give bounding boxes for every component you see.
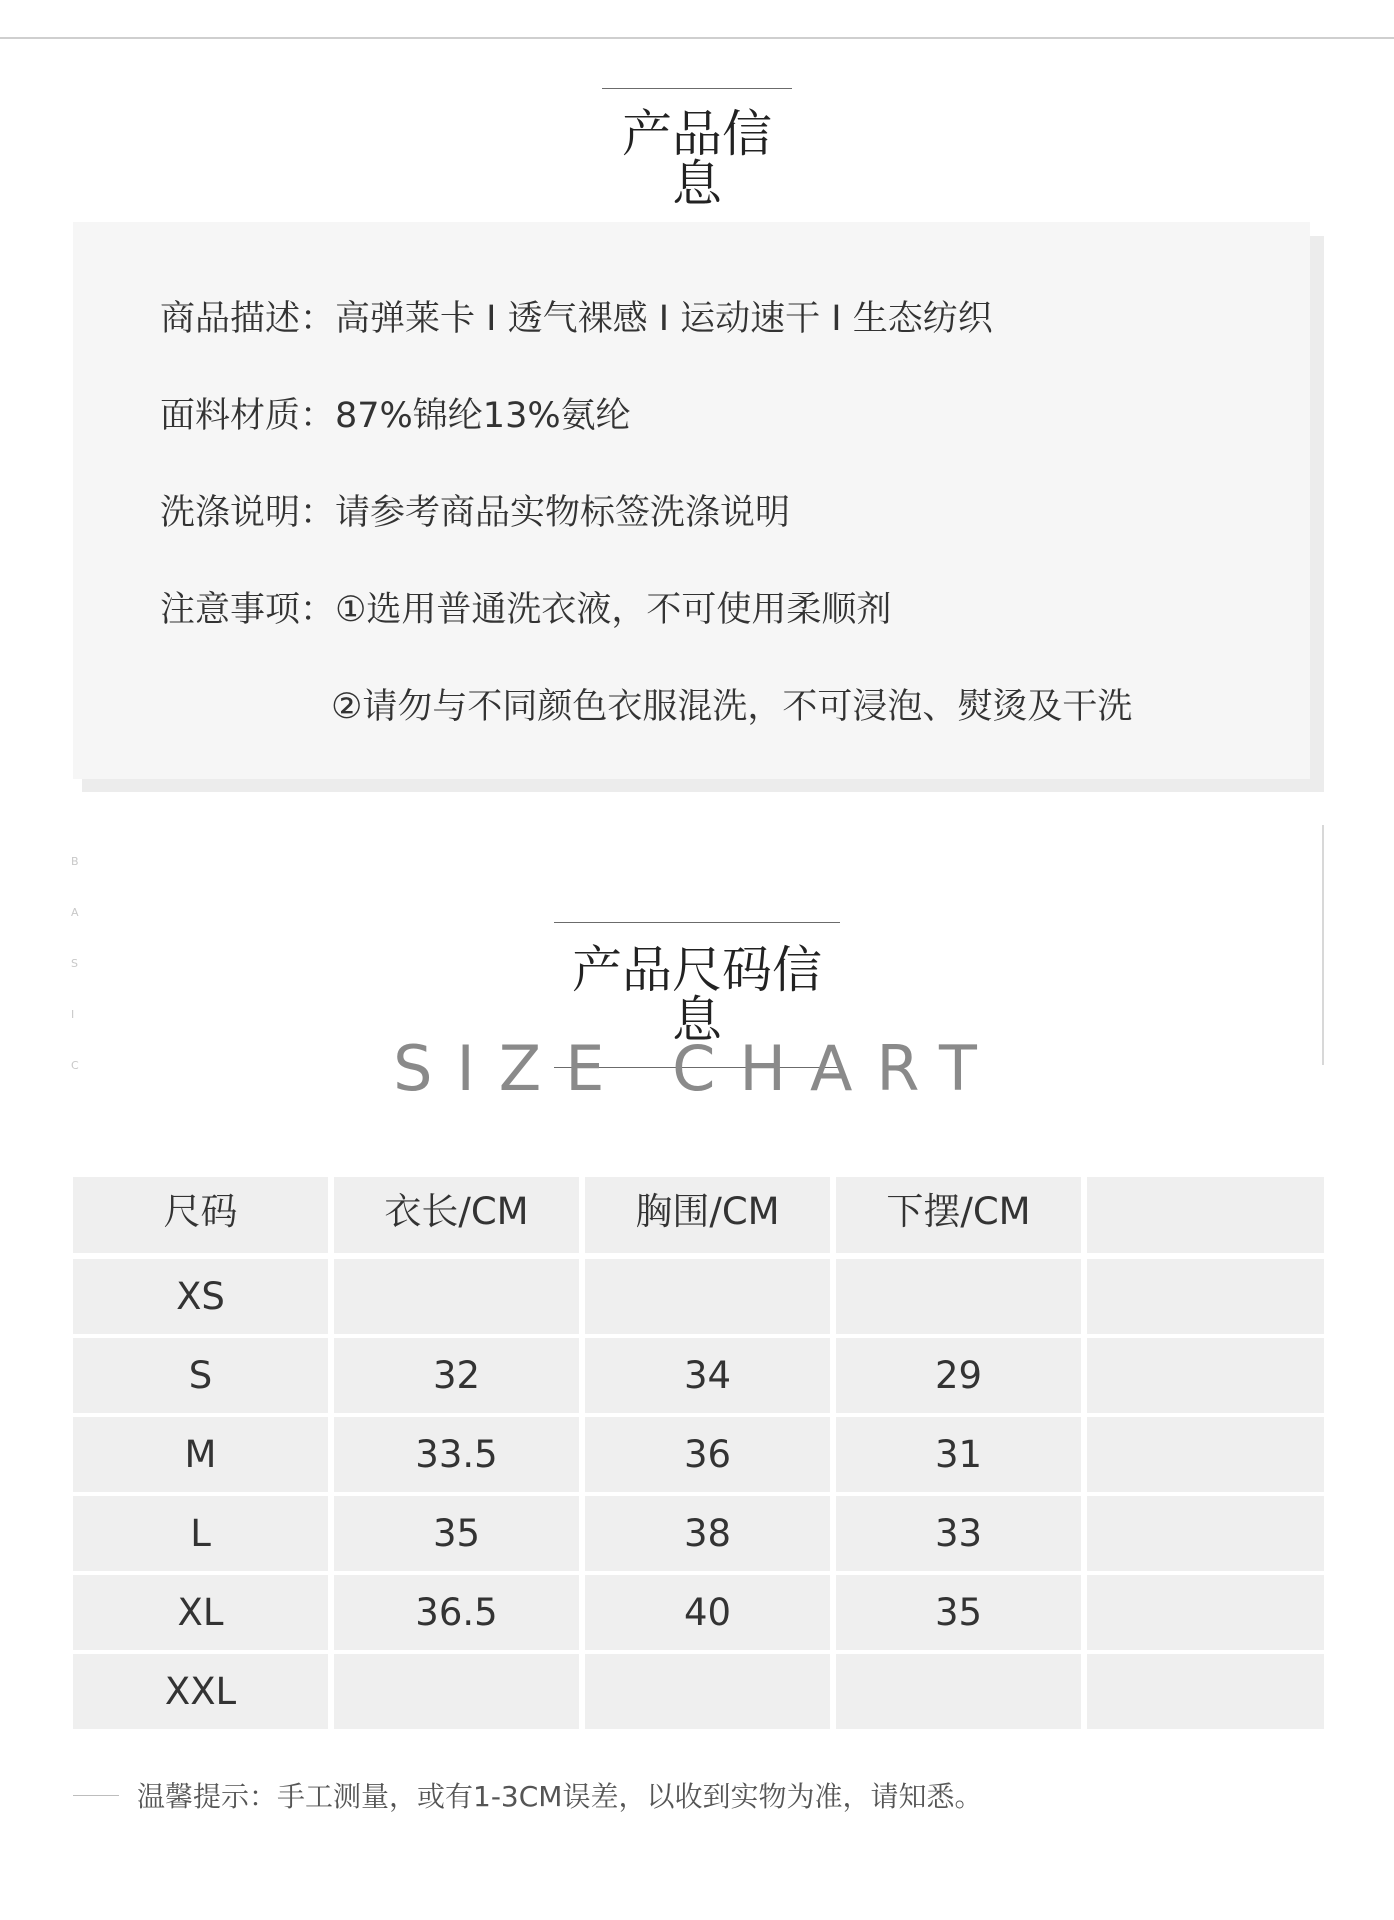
table-cell: 35: [836, 1575, 1081, 1650]
table-header-cell: 下摆/CM: [836, 1177, 1081, 1253]
table-cell: 38: [585, 1496, 830, 1571]
table-cell: [1087, 1575, 1324, 1650]
info-label: 洗涤说明：: [160, 493, 336, 533]
table-cell: XXL: [73, 1654, 328, 1729]
table-cell: S: [73, 1338, 328, 1413]
size-chart-subtitle: SIZE CHART: [393, 1032, 1001, 1105]
info-row-notes-2: [331, 687, 1133, 727]
size-info-title: 产品尺码信息: [572, 941, 822, 1049]
table-cell: M: [73, 1417, 328, 1492]
info-label: 注意事项：: [160, 590, 336, 630]
product-info-card: [73, 222, 1310, 779]
table-cell: 35: [334, 1496, 579, 1571]
table-cell: 33.5: [334, 1417, 579, 1492]
info-row-notes: [160, 590, 892, 630]
table-header-cell: [1087, 1177, 1324, 1253]
table-cell: 31: [836, 1417, 1081, 1492]
top-divider: [0, 37, 1394, 39]
deco-letter: S: [71, 957, 78, 970]
table-cell: [1087, 1496, 1324, 1571]
table-cell: 36: [585, 1417, 830, 1492]
table-cell: [1087, 1417, 1324, 1492]
product-info-title: 产品信息: [622, 105, 772, 213]
info-label: 商品描述：: [160, 299, 336, 339]
info-value: 高弹莱卡 I 透气裸感 I 运动速干 I 生态纺织: [335, 299, 993, 339]
table-cell: [334, 1654, 579, 1729]
table-cell: 32: [334, 1338, 579, 1413]
info-row-description: [160, 299, 993, 339]
table-cell: [1087, 1338, 1324, 1413]
table-cell: L: [73, 1496, 328, 1571]
tip-text: 温馨提示：手工测量，或有1-3CM误差，以收到实物为准，请知悉。: [137, 1780, 983, 1813]
table-cell: XL: [73, 1575, 328, 1650]
tip-dash: [73, 1795, 119, 1796]
table-cell: 40: [585, 1575, 830, 1650]
table-cell: [836, 1654, 1081, 1729]
info-value: ①选用普通洗衣液，不可使用柔顺剂: [335, 590, 892, 630]
deco-letter: C: [71, 1059, 79, 1072]
info-label: 面料材质：: [160, 396, 336, 436]
table-cell: [1087, 1259, 1324, 1334]
info-value: 请参考商品实物标签洗涤说明: [335, 493, 791, 533]
deco-letter: B: [71, 855, 79, 868]
table-cell: 33: [836, 1496, 1081, 1571]
measurement-tip: [73, 1775, 982, 1815]
table-cell: XS: [73, 1259, 328, 1334]
info-value: 87%锦纶13%氨纶: [335, 396, 631, 436]
table-cell: [585, 1654, 830, 1729]
product-info-title-block: [0, 88, 1394, 230]
table-cell: [585, 1259, 830, 1334]
table-cell: [334, 1259, 579, 1334]
table-cell: 29: [836, 1338, 1081, 1413]
table-header-cell: 胸围/CM: [585, 1177, 830, 1253]
table-header-cell: 衣长/CM: [334, 1177, 579, 1253]
deco-letter: I: [71, 1008, 75, 1021]
table-cell: [836, 1259, 1081, 1334]
table-cell: 34: [585, 1338, 830, 1413]
info-row-material: [160, 396, 631, 436]
table-header-cell: 尺码: [73, 1177, 328, 1253]
table-cell: 36.5: [334, 1575, 579, 1650]
table-cell: [1087, 1654, 1324, 1729]
info-value: ②请勿与不同颜色衣服混洗，不可浸泡、熨烫及干洗: [331, 687, 1133, 727]
info-row-washing: [160, 493, 791, 533]
deco-letter: A: [71, 906, 79, 919]
